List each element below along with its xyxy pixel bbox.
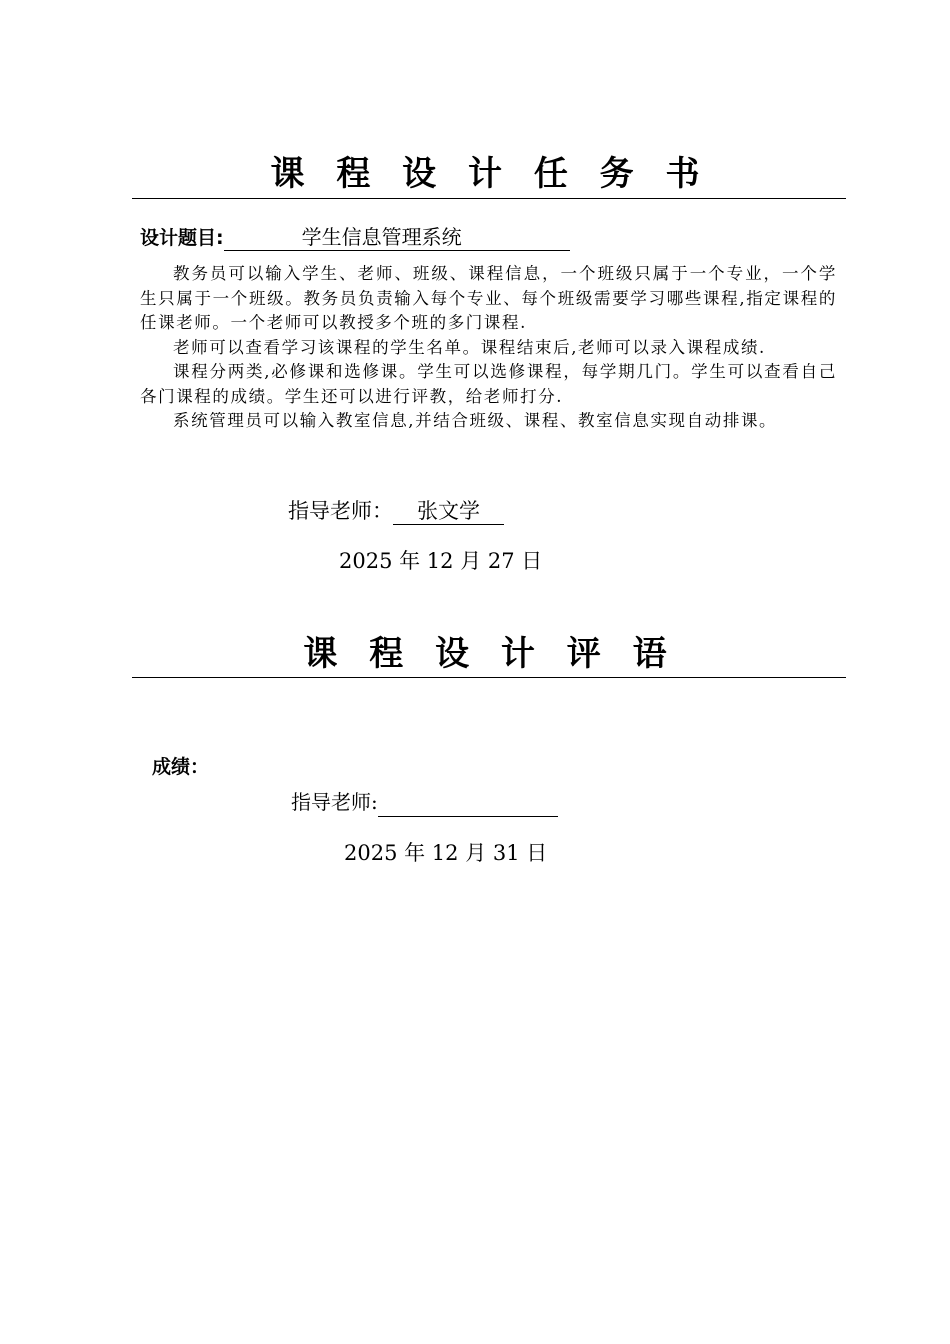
advisor-name: 张文学 [393, 498, 504, 525]
task-paragraph: 课程分两类,必修课和选修课。学生可以选修课程，每学期几门。学生可以查看自己各门课程的成绩。学生还可以进行评教，给老师打分. [140, 362, 837, 406]
task-sheet-title: 课 程 设 计 任 务 书 [270, 154, 710, 194]
grade-label: 成绩： [152, 756, 210, 778]
advisor-label: 指导老师： [288, 499, 393, 523]
task-date: 2025 年 12 月 27 日 [339, 549, 543, 573]
review-title: 课 程 设 计 评 语 [303, 634, 677, 674]
topic-label: 设计题目: [140, 227, 224, 249]
review-divider [132, 677, 846, 678]
design-topic [140, 222, 570, 253]
review-date: 2025 年 12 月 31 日 [344, 841, 548, 865]
task-paragraph: 老师可以查看学习该课程的学生名单。课程结束后,老师可以录入课程成绩. [173, 337, 766, 357]
review-advisor-signature [291, 787, 558, 817]
advisor-signature [288, 496, 504, 526]
task-paragraph: 系统管理员可以输入教室信息,并结合班级、课程、教室信息实现自动排课。 [173, 411, 778, 430]
task-description [140, 262, 837, 434]
review-advisor-label: 指导老师: [291, 790, 378, 814]
task-paragraph: 教务员可以输入学生、老师、班级、课程信息，一个班级只属于一个专业，一个学生只属于一个班级。教务员负责输入每个专业、每个班级需要学习哪些课程,指定课程的任课老师。一个老师可以教授多个班的多门课程. [140, 264, 837, 332]
signature-blank [378, 794, 558, 817]
topic-value: 学生信息管理系统 [224, 224, 570, 251]
title-divider [132, 198, 846, 199]
